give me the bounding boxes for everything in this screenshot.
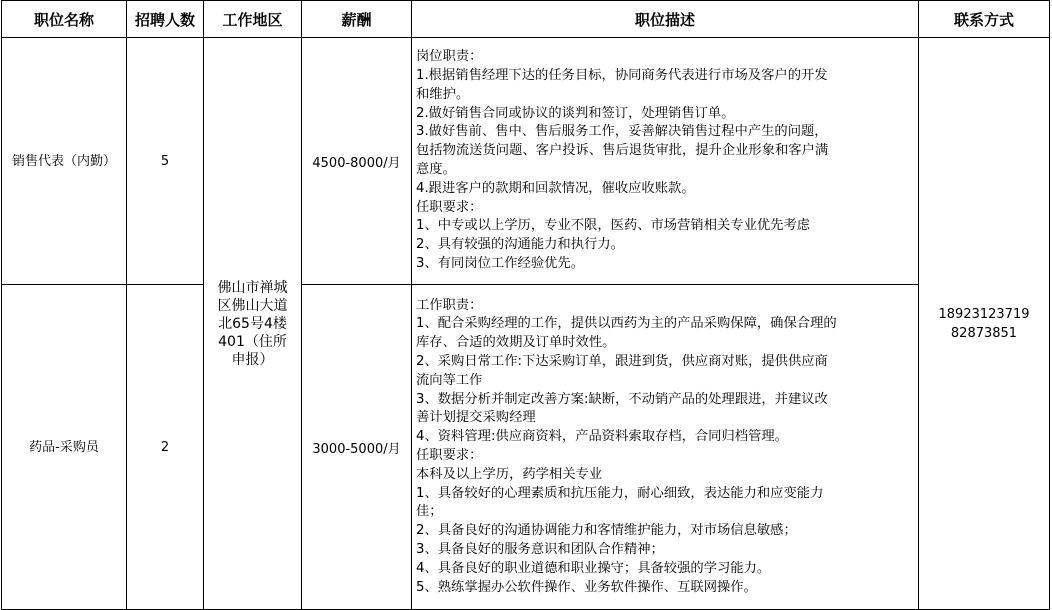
description-line: 岗位职责： — [416, 49, 483, 65]
description-line: 2、采购日常工作:下达采购订单，跟进到货，供应商对账，提供供应商 — [416, 354, 828, 370]
description-line: 3、数据分析并制定改善方案:缺断，不动销产品的处理跟进，并建议改 — [416, 391, 828, 407]
job-title: 销售代表（内勤） — [2, 38, 127, 285]
headcount: 2 — [127, 285, 204, 610]
header-salary: 薪酬 — [302, 1, 412, 38]
headcount: 5 — [127, 38, 204, 285]
description-line: 4.跟进客户的款期和回款情况，催收应收账款。 — [416, 180, 695, 196]
description-line: 1.根据销售经理下达的任务目标，协同商务代表进行市场及客户的开发 — [416, 68, 828, 84]
description-line: 和维护。 — [416, 86, 470, 102]
description-line: 任职要求： — [416, 199, 483, 215]
description-line: 库存、合适的效期及订单时效性。 — [416, 335, 616, 351]
description-line: 2.做好销售合同或协议的谈判和签订，处理销售订单。 — [416, 105, 735, 121]
contact-info — [919, 38, 1050, 610]
description-line: 包括物流送货问题、客户投诉、售后退货审批，提升企业形象和客户满 — [416, 143, 829, 159]
description-line: 工作职责： — [416, 297, 483, 313]
description-line: 1、具备较好的心理素质和抗压能力，耐心细致，表达能力和应变能力 — [416, 485, 824, 501]
work-location: 佛山市禅城区佛山大道北65号4楼401（住所申报） — [204, 38, 302, 610]
job-listing-table — [1, 0, 1050, 610]
description-line: 5、熟练掌握办公软件操作、业务软件操作、互联网操作。 — [416, 579, 757, 595]
table-row — [2, 285, 1050, 610]
description-line: 3、有同岗位工作经验优先。 — [416, 255, 585, 271]
description-line: 3、具备良好的服务意识和团队合作精神； — [416, 541, 664, 557]
description-line: 4、资料管理:供应商资料，产品资料索取存档，合同归档管理。 — [416, 429, 788, 445]
description-line: 任职要求： — [416, 448, 483, 463]
salary: 3000-5000/月 — [302, 285, 412, 610]
salary: 4500-8000/月 — [302, 38, 412, 285]
header-count: 招聘人数 — [127, 1, 204, 38]
description-line: 1、中专或以上学历，专业不限，医药、市场营销相关专业优先考虑 — [416, 218, 811, 234]
job-description — [412, 38, 919, 285]
header-title: 职位名称 — [2, 1, 127, 38]
description-line: 本科及以上学历，药学相关专业 — [416, 466, 603, 482]
job-description — [412, 285, 919, 610]
description-line: 2、具备良好的沟通协调能力和客情维护能力，对市场信息敏感； — [416, 523, 797, 539]
description-line: 意度。 — [416, 162, 456, 177]
header-contact: 联系方式 — [919, 1, 1050, 38]
description-line: 3.做好售前、售中、售后服务工作，妥善解决销售过程中产生的问题， — [416, 124, 828, 140]
description-line: 善计划提交采购经理 — [416, 410, 536, 426]
job-title: 药品-采购员 — [2, 285, 127, 610]
description-line: 2、具有较强的沟通能力和执行力。 — [416, 237, 624, 253]
table-row — [2, 38, 1050, 285]
description-line: 1、配合采购经理的工作，提供以西药为主的产品采购保障，确保合理的 — [416, 316, 837, 332]
description-line: 4、具备良好的职业道德和职业操守；具备较强的学习能力。 — [416, 560, 771, 576]
header-location: 工作地区 — [204, 1, 302, 38]
header-row — [2, 1, 1050, 38]
description-line: 佳； — [416, 504, 443, 520]
contact-phone: 82873851 — [950, 325, 1018, 341]
contact-mobile: 18923123719 — [938, 306, 1030, 322]
description-line: 流向等工作 — [416, 372, 483, 388]
header-description: 职位描述 — [412, 1, 919, 38]
